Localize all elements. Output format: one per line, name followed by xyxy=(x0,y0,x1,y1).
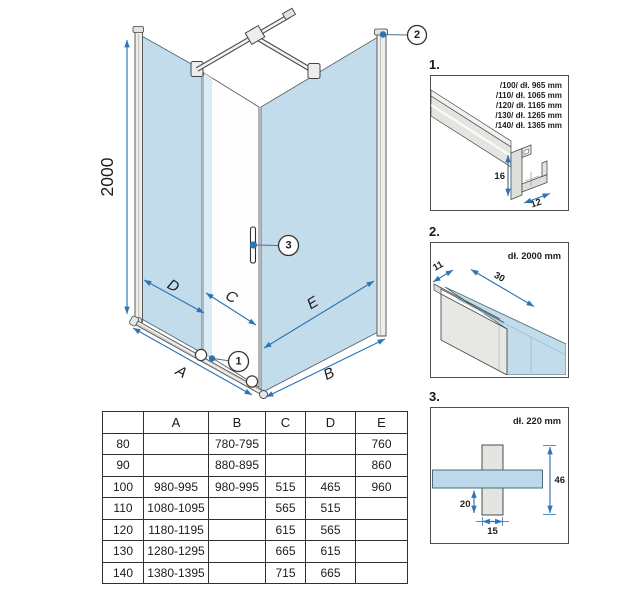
dim-label-e: E xyxy=(303,293,322,314)
table-cell xyxy=(306,455,356,477)
door-overlap-strip xyxy=(204,73,212,358)
table-cell: 110 xyxy=(103,498,144,520)
table-cell xyxy=(356,541,408,563)
table-cell: 90 xyxy=(103,455,144,477)
profile-base xyxy=(522,175,547,193)
table-cell: 760 xyxy=(356,433,408,455)
table-cell: 615 xyxy=(266,519,306,541)
profile-lip xyxy=(542,161,547,177)
svg-text:/110/ dł. 1065 mm: /110/ dł. 1065 mm xyxy=(495,91,562,100)
svg-text:/100/ dł. 965 mm: /100/ dł. 965 mm xyxy=(499,81,562,90)
detail-1-number: 1. xyxy=(429,57,440,72)
dim-label-20: 20 xyxy=(459,499,471,510)
table-cell: 980-995 xyxy=(144,476,209,498)
detail-2-drawing xyxy=(431,243,566,375)
detail-box-2 xyxy=(430,242,569,378)
left-profile-cap xyxy=(133,27,144,33)
bar-panel-bracket xyxy=(308,64,320,79)
left-glass-panel xyxy=(133,27,203,354)
roller-wheel xyxy=(246,376,257,387)
callout-2-dot xyxy=(380,31,386,37)
table-header-cell: C xyxy=(266,412,306,434)
wall-support-cross-section xyxy=(433,445,543,515)
detail-3-length: dł. 220 mm xyxy=(512,416,561,426)
table-cell: 980-995 xyxy=(209,476,266,498)
table-header-cell: A xyxy=(144,412,209,434)
table-cell: 615 xyxy=(306,541,356,563)
table-header-cell: B xyxy=(209,412,266,434)
table-cell: 665 xyxy=(306,562,356,584)
table-cell: 1380-1395 xyxy=(144,562,209,584)
dim-label-height: 2000 xyxy=(97,157,117,197)
table-cell: 960 xyxy=(356,476,408,498)
dim-label-30: 30 xyxy=(491,269,507,285)
table-cell xyxy=(209,498,266,520)
callout-2-number: 2 xyxy=(413,29,421,41)
table-cell xyxy=(144,433,209,455)
table-cell: 515 xyxy=(266,476,306,498)
detail-2-number: 2. xyxy=(429,224,440,239)
table-cell xyxy=(209,519,266,541)
table-cell: 140 xyxy=(103,562,144,584)
table-cell: 860 xyxy=(356,455,408,477)
dim-label-15: 15 xyxy=(487,526,498,537)
table-cell xyxy=(209,562,266,584)
table-cell: 665 xyxy=(266,541,306,563)
table-cell: 1180-1195 xyxy=(144,519,209,541)
table-cell xyxy=(356,562,408,584)
table-cell: 780-795 xyxy=(209,433,266,455)
right-wall-profile xyxy=(377,33,386,336)
table-cell: 1080-1095 xyxy=(144,498,209,520)
detail-1-drawing xyxy=(431,76,566,208)
table-cell xyxy=(356,498,408,520)
table-cell: 565 xyxy=(306,519,356,541)
table-cell: 80 xyxy=(103,433,144,455)
table-cell: 715 xyxy=(266,562,306,584)
detail-3-number: 3. xyxy=(429,389,440,404)
svg-text:/140/ dł. 1365 mm: /140/ dł. 1365 mm xyxy=(495,121,562,130)
table-cell xyxy=(144,455,209,477)
table-row xyxy=(103,541,408,563)
callout-1-dot xyxy=(209,355,215,361)
table-cell: 880-895 xyxy=(209,455,266,477)
glass-bar xyxy=(433,470,543,488)
support-bars xyxy=(197,8,320,78)
table-row xyxy=(103,498,408,520)
dim-label-46: 46 xyxy=(554,475,566,486)
dim-label-d: D xyxy=(164,276,183,297)
detail-1-size-list xyxy=(495,81,562,130)
callout-3-number: 3 xyxy=(285,239,292,252)
svg-text:/120/ dł. 1165 mm: /120/ dł. 1165 mm xyxy=(495,101,562,110)
table-cell xyxy=(266,433,306,455)
table-row xyxy=(103,519,408,541)
table-cell: 565 xyxy=(266,498,306,520)
detail-2-length: dł. 2000 mm xyxy=(507,251,561,261)
size-table xyxy=(102,411,408,584)
callout-3-dot xyxy=(250,241,257,248)
table-row xyxy=(103,433,408,455)
table-header-row xyxy=(103,412,408,434)
table-cell xyxy=(306,433,356,455)
dim-label-c: C xyxy=(222,287,241,308)
dim-label-16: 16 xyxy=(494,171,505,182)
table-header-cell xyxy=(103,412,144,434)
sliding-door xyxy=(204,73,259,387)
main-isometric-drawing xyxy=(0,0,430,410)
svg-text:/130/ dł. 1265 mm: /130/ dł. 1265 mm xyxy=(495,111,562,120)
table-header-cell: D xyxy=(306,412,356,434)
table-cell: 100 xyxy=(103,476,144,498)
table-row xyxy=(103,476,408,498)
table-cell xyxy=(209,541,266,563)
table-cell xyxy=(356,519,408,541)
dim-label-12: 12 xyxy=(529,196,543,208)
table-cell: 120 xyxy=(103,519,144,541)
detail-3-dimensions xyxy=(460,446,565,538)
detail-box-3 xyxy=(430,407,569,544)
detail-box-1 xyxy=(430,75,569,211)
dim-label-b: B xyxy=(320,364,338,384)
profile-web xyxy=(511,149,522,200)
dim-label-a: A xyxy=(172,362,190,382)
table-cell xyxy=(266,455,306,477)
table-cell: 515 xyxy=(306,498,356,520)
table-cell: 130 xyxy=(103,541,144,563)
dim-label-11: 11 xyxy=(431,259,446,274)
table-header-cell: E xyxy=(356,412,408,434)
table-row xyxy=(103,562,408,584)
wall-profile-with-glass xyxy=(434,284,566,375)
table-row xyxy=(103,455,408,477)
left-panel-glass xyxy=(140,35,202,353)
roller-wheel xyxy=(195,349,206,360)
table-cell: 465 xyxy=(306,476,356,498)
detail-3-drawing xyxy=(431,408,566,541)
callout-1-number: 1 xyxy=(235,355,242,368)
table-cell: 1280-1295 xyxy=(144,541,209,563)
